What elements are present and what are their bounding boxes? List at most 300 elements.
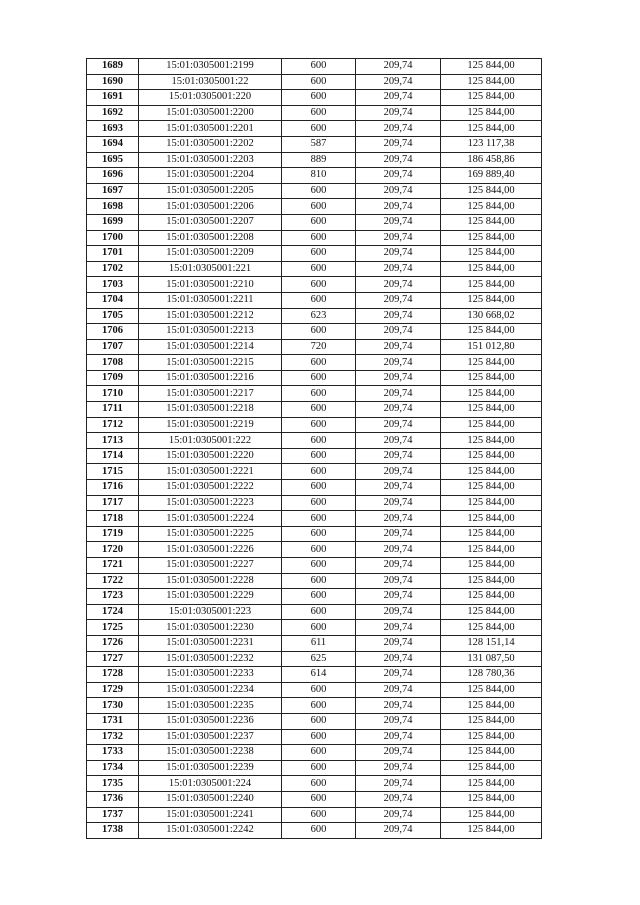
table-row — [87, 667, 542, 683]
rate-cell: 209,74 — [356, 183, 441, 199]
row-number-cell: 1729 — [87, 682, 139, 698]
area-cell: 889 — [282, 152, 356, 168]
area-cell: 600 — [282, 355, 356, 371]
area-cell: 600 — [282, 370, 356, 386]
value-cell: 125 844,00 — [441, 495, 542, 511]
rate-cell: 209,74 — [356, 136, 441, 152]
cadastral-number-cell: 15:01:0305001:2201 — [139, 121, 282, 137]
row-number-cell: 1700 — [87, 230, 139, 246]
cadastral-number-cell: 15:01:0305001:2238 — [139, 745, 282, 761]
table-row — [87, 355, 542, 371]
row-number-cell: 1691 — [87, 90, 139, 106]
parcel-table-body — [87, 59, 542, 839]
row-number-cell: 1713 — [87, 433, 139, 449]
row-number-cell: 1707 — [87, 339, 139, 355]
row-number-cell: 1735 — [87, 776, 139, 792]
area-cell: 600 — [282, 823, 356, 839]
area-cell: 600 — [282, 417, 356, 433]
table-row — [87, 402, 542, 418]
rate-cell: 209,74 — [356, 558, 441, 574]
table-row — [87, 277, 542, 293]
area-cell: 600 — [282, 620, 356, 636]
table-row — [87, 292, 542, 308]
table-row — [87, 59, 542, 75]
area-cell: 600 — [282, 230, 356, 246]
cadastral-number-cell: 15:01:0305001:223 — [139, 604, 282, 620]
row-number-cell: 1697 — [87, 183, 139, 199]
table-row — [87, 542, 542, 558]
rate-cell: 209,74 — [356, 433, 441, 449]
rate-cell: 209,74 — [356, 807, 441, 823]
cadastral-number-cell: 15:01:0305001:2211 — [139, 292, 282, 308]
rate-cell: 209,74 — [356, 495, 441, 511]
row-number-cell: 1710 — [87, 386, 139, 402]
rate-cell: 209,74 — [356, 635, 441, 651]
rate-cell: 209,74 — [356, 402, 441, 418]
row-number-cell: 1736 — [87, 791, 139, 807]
rate-cell: 209,74 — [356, 152, 441, 168]
value-cell: 151 012,80 — [441, 339, 542, 355]
row-number-cell: 1731 — [87, 713, 139, 729]
table-row — [87, 417, 542, 433]
area-cell: 600 — [282, 246, 356, 262]
table-row — [87, 261, 542, 277]
value-cell: 125 844,00 — [441, 807, 542, 823]
area-cell: 600 — [282, 589, 356, 605]
cadastral-number-cell: 15:01:0305001:2205 — [139, 183, 282, 199]
row-number-cell: 1727 — [87, 651, 139, 667]
value-cell: 125 844,00 — [441, 620, 542, 636]
cadastral-number-cell: 15:01:0305001:2236 — [139, 713, 282, 729]
area-cell: 600 — [282, 682, 356, 698]
parcel-table — [86, 58, 542, 839]
value-cell: 125 844,00 — [441, 355, 542, 371]
row-number-cell: 1702 — [87, 261, 139, 277]
area-cell: 600 — [282, 199, 356, 215]
value-cell: 125 844,00 — [441, 74, 542, 90]
cadastral-number-cell: 15:01:0305001:220 — [139, 90, 282, 106]
cadastral-number-cell: 15:01:0305001:2206 — [139, 199, 282, 215]
table-row — [87, 604, 542, 620]
cadastral-number-cell: 15:01:0305001:224 — [139, 776, 282, 792]
row-number-cell: 1708 — [87, 355, 139, 371]
value-cell: 125 844,00 — [441, 292, 542, 308]
rate-cell: 209,74 — [356, 105, 441, 121]
area-cell: 600 — [282, 791, 356, 807]
cadastral-number-cell: 15:01:0305001:2223 — [139, 495, 282, 511]
table-row — [87, 511, 542, 527]
rate-cell: 209,74 — [356, 246, 441, 262]
cadastral-number-cell: 15:01:0305001:2229 — [139, 589, 282, 605]
area-cell: 600 — [282, 59, 356, 75]
table-row — [87, 448, 542, 464]
row-number-cell: 1706 — [87, 324, 139, 340]
value-cell: 125 844,00 — [441, 698, 542, 714]
table-row — [87, 324, 542, 340]
row-number-cell: 1724 — [87, 604, 139, 620]
rate-cell: 209,74 — [356, 168, 441, 184]
table-row — [87, 339, 542, 355]
cadastral-number-cell: 15:01:0305001:2241 — [139, 807, 282, 823]
row-number-cell: 1722 — [87, 573, 139, 589]
row-number-cell: 1705 — [87, 308, 139, 324]
value-cell: 125 844,00 — [441, 433, 542, 449]
rate-cell: 209,74 — [356, 776, 441, 792]
value-cell: 125 844,00 — [441, 573, 542, 589]
table-row — [87, 760, 542, 776]
value-cell: 125 844,00 — [441, 183, 542, 199]
value-cell: 125 844,00 — [441, 480, 542, 496]
table-row — [87, 230, 542, 246]
area-cell: 600 — [282, 745, 356, 761]
area-cell: 600 — [282, 760, 356, 776]
rate-cell: 209,74 — [356, 760, 441, 776]
row-number-cell: 1718 — [87, 511, 139, 527]
value-cell: 125 844,00 — [441, 105, 542, 121]
table-row — [87, 620, 542, 636]
value-cell: 125 844,00 — [441, 370, 542, 386]
value-cell: 125 844,00 — [441, 713, 542, 729]
row-number-cell: 1696 — [87, 168, 139, 184]
area-cell: 600 — [282, 495, 356, 511]
area-cell: 600 — [282, 183, 356, 199]
cadastral-number-cell: 15:01:0305001:2199 — [139, 59, 282, 75]
cadastral-number-cell: 15:01:0305001:2220 — [139, 448, 282, 464]
area-cell: 600 — [282, 74, 356, 90]
row-number-cell: 1711 — [87, 402, 139, 418]
area-cell: 587 — [282, 136, 356, 152]
table-row — [87, 480, 542, 496]
rate-cell: 209,74 — [356, 214, 441, 230]
rate-cell: 209,74 — [356, 59, 441, 75]
rate-cell: 209,74 — [356, 526, 441, 542]
table-row — [87, 121, 542, 137]
area-cell: 600 — [282, 698, 356, 714]
rate-cell: 209,74 — [356, 511, 441, 527]
rate-cell: 209,74 — [356, 74, 441, 90]
area-cell: 600 — [282, 713, 356, 729]
cadastral-number-cell: 15:01:0305001:2235 — [139, 698, 282, 714]
table-row — [87, 74, 542, 90]
area-cell: 600 — [282, 480, 356, 496]
area-cell: 600 — [282, 464, 356, 480]
rate-cell: 209,74 — [356, 448, 441, 464]
value-cell: 125 844,00 — [441, 589, 542, 605]
cadastral-number-cell: 15:01:0305001:2204 — [139, 168, 282, 184]
row-number-cell: 1737 — [87, 807, 139, 823]
row-number-cell: 1717 — [87, 495, 139, 511]
value-cell: 125 844,00 — [441, 402, 542, 418]
cadastral-number-cell: 15:01:0305001:2230 — [139, 620, 282, 636]
table-row — [87, 651, 542, 667]
row-number-cell: 1733 — [87, 745, 139, 761]
value-cell: 125 844,00 — [441, 448, 542, 464]
value-cell: 125 844,00 — [441, 604, 542, 620]
table-row — [87, 105, 542, 121]
cadastral-number-cell: 15:01:0305001:2213 — [139, 324, 282, 340]
row-number-cell: 1689 — [87, 59, 139, 75]
area-cell: 625 — [282, 651, 356, 667]
value-cell: 125 844,00 — [441, 558, 542, 574]
table-row — [87, 589, 542, 605]
rate-cell: 209,74 — [356, 355, 441, 371]
table-row — [87, 433, 542, 449]
cadastral-number-cell: 15:01:0305001:2216 — [139, 370, 282, 386]
table-row — [87, 386, 542, 402]
row-number-cell: 1695 — [87, 152, 139, 168]
cadastral-number-cell: 15:01:0305001:2231 — [139, 635, 282, 651]
value-cell: 125 844,00 — [441, 682, 542, 698]
rate-cell: 209,74 — [356, 480, 441, 496]
area-cell: 600 — [282, 511, 356, 527]
value-cell: 125 844,00 — [441, 760, 542, 776]
value-cell: 123 117,38 — [441, 136, 542, 152]
value-cell: 125 844,00 — [441, 277, 542, 293]
row-number-cell: 1723 — [87, 589, 139, 605]
table-row — [87, 791, 542, 807]
table-row — [87, 698, 542, 714]
area-cell: 623 — [282, 308, 356, 324]
area-cell: 611 — [282, 635, 356, 651]
row-number-cell: 1719 — [87, 526, 139, 542]
area-cell: 600 — [282, 558, 356, 574]
rate-cell: 209,74 — [356, 199, 441, 215]
value-cell: 125 844,00 — [441, 261, 542, 277]
area-cell: 600 — [282, 121, 356, 137]
value-cell: 125 844,00 — [441, 246, 542, 262]
table-row — [87, 823, 542, 839]
cadastral-number-cell: 15:01:0305001:2237 — [139, 729, 282, 745]
rate-cell: 209,74 — [356, 791, 441, 807]
cadastral-number-cell: 15:01:0305001:2242 — [139, 823, 282, 839]
row-number-cell: 1709 — [87, 370, 139, 386]
rate-cell: 209,74 — [356, 121, 441, 137]
table-row — [87, 776, 542, 792]
cadastral-number-cell: 15:01:0305001:2203 — [139, 152, 282, 168]
rate-cell: 209,74 — [356, 682, 441, 698]
value-cell: 169 889,40 — [441, 168, 542, 184]
row-number-cell: 1715 — [87, 464, 139, 480]
table-row — [87, 168, 542, 184]
cadastral-number-cell: 15:01:0305001:2217 — [139, 386, 282, 402]
area-cell: 600 — [282, 729, 356, 745]
table-row — [87, 558, 542, 574]
table-row — [87, 807, 542, 823]
value-cell: 125 844,00 — [441, 417, 542, 433]
area-cell: 600 — [282, 542, 356, 558]
row-number-cell: 1693 — [87, 121, 139, 137]
table-row — [87, 573, 542, 589]
area-cell: 600 — [282, 292, 356, 308]
cadastral-number-cell: 15:01:0305001:2209 — [139, 246, 282, 262]
rate-cell: 209,74 — [356, 589, 441, 605]
value-cell: 125 844,00 — [441, 729, 542, 745]
row-number-cell: 1701 — [87, 246, 139, 262]
rate-cell: 209,74 — [356, 651, 441, 667]
value-cell: 125 844,00 — [441, 542, 542, 558]
row-number-cell: 1699 — [87, 214, 139, 230]
value-cell: 125 844,00 — [441, 230, 542, 246]
value-cell: 125 844,00 — [441, 324, 542, 340]
value-cell: 125 844,00 — [441, 464, 542, 480]
value-cell: 125 844,00 — [441, 386, 542, 402]
table-row — [87, 729, 542, 745]
row-number-cell: 1698 — [87, 199, 139, 215]
table-row — [87, 526, 542, 542]
cadastral-number-cell: 15:01:0305001:2219 — [139, 417, 282, 433]
value-cell: 128 151,14 — [441, 635, 542, 651]
value-cell: 131 087,50 — [441, 651, 542, 667]
rate-cell: 209,74 — [356, 464, 441, 480]
row-number-cell: 1714 — [87, 448, 139, 464]
row-number-cell: 1703 — [87, 277, 139, 293]
cadastral-number-cell: 15:01:0305001:2234 — [139, 682, 282, 698]
rate-cell: 209,74 — [356, 386, 441, 402]
rate-cell: 209,74 — [356, 542, 441, 558]
table-row — [87, 136, 542, 152]
table-row — [87, 713, 542, 729]
rate-cell: 209,74 — [356, 292, 441, 308]
row-number-cell: 1712 — [87, 417, 139, 433]
cadastral-number-cell: 15:01:0305001:2224 — [139, 511, 282, 527]
cadastral-number-cell: 15:01:0305001:2233 — [139, 667, 282, 683]
value-cell: 125 844,00 — [441, 214, 542, 230]
value-cell: 125 844,00 — [441, 511, 542, 527]
area-cell: 600 — [282, 526, 356, 542]
rate-cell: 209,74 — [356, 417, 441, 433]
rate-cell: 209,74 — [356, 90, 441, 106]
row-number-cell: 1690 — [87, 74, 139, 90]
value-cell: 128 780,36 — [441, 667, 542, 683]
table-row — [87, 635, 542, 651]
cadastral-number-cell: 15:01:0305001:221 — [139, 261, 282, 277]
area-cell: 600 — [282, 402, 356, 418]
rate-cell: 209,74 — [356, 620, 441, 636]
cadastral-number-cell: 15:01:0305001:2212 — [139, 308, 282, 324]
rate-cell: 209,74 — [356, 339, 441, 355]
rate-cell: 209,74 — [356, 277, 441, 293]
value-cell: 125 844,00 — [441, 90, 542, 106]
row-number-cell: 1728 — [87, 667, 139, 683]
table-row — [87, 199, 542, 215]
cadastral-number-cell: 15:01:0305001:222 — [139, 433, 282, 449]
area-cell: 600 — [282, 386, 356, 402]
area-cell: 600 — [282, 214, 356, 230]
row-number-cell: 1716 — [87, 480, 139, 496]
rate-cell: 209,74 — [356, 573, 441, 589]
row-number-cell: 1734 — [87, 760, 139, 776]
rate-cell: 209,74 — [356, 698, 441, 714]
table-row — [87, 152, 542, 168]
value-cell: 125 844,00 — [441, 745, 542, 761]
row-number-cell: 1738 — [87, 823, 139, 839]
rate-cell: 209,74 — [356, 729, 441, 745]
table-row — [87, 370, 542, 386]
table-row — [87, 464, 542, 480]
cadastral-number-cell: 15:01:0305001:2221 — [139, 464, 282, 480]
value-cell: 130 668,02 — [441, 308, 542, 324]
value-cell: 125 844,00 — [441, 59, 542, 75]
cadastral-number-cell: 15:01:0305001:2239 — [139, 760, 282, 776]
cadastral-number-cell: 15:01:0305001:2210 — [139, 277, 282, 293]
cadastral-number-cell: 15:01:0305001:2214 — [139, 339, 282, 355]
value-cell: 125 844,00 — [441, 526, 542, 542]
cadastral-number-cell: 15:01:0305001:2227 — [139, 558, 282, 574]
area-cell: 600 — [282, 90, 356, 106]
row-number-cell: 1732 — [87, 729, 139, 745]
area-cell: 600 — [282, 776, 356, 792]
area-cell: 600 — [282, 277, 356, 293]
cadastral-number-cell: 15:01:0305001:2240 — [139, 791, 282, 807]
value-cell: 125 844,00 — [441, 823, 542, 839]
rate-cell: 209,74 — [356, 261, 441, 277]
area-cell: 600 — [282, 261, 356, 277]
row-number-cell: 1725 — [87, 620, 139, 636]
row-number-cell: 1704 — [87, 292, 139, 308]
value-cell: 125 844,00 — [441, 776, 542, 792]
row-number-cell: 1730 — [87, 698, 139, 714]
rate-cell: 209,74 — [356, 370, 441, 386]
rate-cell: 209,74 — [356, 823, 441, 839]
cadastral-number-cell: 15:01:0305001:2222 — [139, 480, 282, 496]
table-row — [87, 745, 542, 761]
value-cell: 125 844,00 — [441, 791, 542, 807]
cadastral-number-cell: 15:01:0305001:2202 — [139, 136, 282, 152]
table-row — [87, 183, 542, 199]
table-row — [87, 308, 542, 324]
row-number-cell: 1726 — [87, 635, 139, 651]
area-cell: 810 — [282, 168, 356, 184]
cadastral-number-cell: 15:01:0305001:2232 — [139, 651, 282, 667]
cadastral-number-cell: 15:01:0305001:2207 — [139, 214, 282, 230]
table-row — [87, 214, 542, 230]
cadastral-number-cell: 15:01:0305001:2218 — [139, 402, 282, 418]
table-row — [87, 90, 542, 106]
table-row — [87, 495, 542, 511]
row-number-cell: 1692 — [87, 105, 139, 121]
area-cell: 600 — [282, 105, 356, 121]
rate-cell: 209,74 — [356, 230, 441, 246]
area-cell: 600 — [282, 573, 356, 589]
cadastral-number-cell: 15:01:0305001:2228 — [139, 573, 282, 589]
cadastral-number-cell: 15:01:0305001:2226 — [139, 542, 282, 558]
area-cell: 614 — [282, 667, 356, 683]
rate-cell: 209,74 — [356, 324, 441, 340]
rate-cell: 209,74 — [356, 308, 441, 324]
rate-cell: 209,74 — [356, 745, 441, 761]
area-cell: 600 — [282, 324, 356, 340]
area-cell: 600 — [282, 433, 356, 449]
rate-cell: 209,74 — [356, 604, 441, 620]
rate-cell: 209,74 — [356, 713, 441, 729]
table-row — [87, 246, 542, 262]
value-cell: 186 458,86 — [441, 152, 542, 168]
value-cell: 125 844,00 — [441, 199, 542, 215]
row-number-cell: 1721 — [87, 558, 139, 574]
row-number-cell: 1720 — [87, 542, 139, 558]
area-cell: 600 — [282, 807, 356, 823]
area-cell: 720 — [282, 339, 356, 355]
value-cell: 125 844,00 — [441, 121, 542, 137]
rate-cell: 209,74 — [356, 667, 441, 683]
row-number-cell: 1694 — [87, 136, 139, 152]
table-row — [87, 682, 542, 698]
cadastral-number-cell: 15:01:0305001:22 — [139, 74, 282, 90]
cadastral-number-cell: 15:01:0305001:2215 — [139, 355, 282, 371]
cadastral-number-cell: 15:01:0305001:2225 — [139, 526, 282, 542]
area-cell: 600 — [282, 604, 356, 620]
area-cell: 600 — [282, 448, 356, 464]
